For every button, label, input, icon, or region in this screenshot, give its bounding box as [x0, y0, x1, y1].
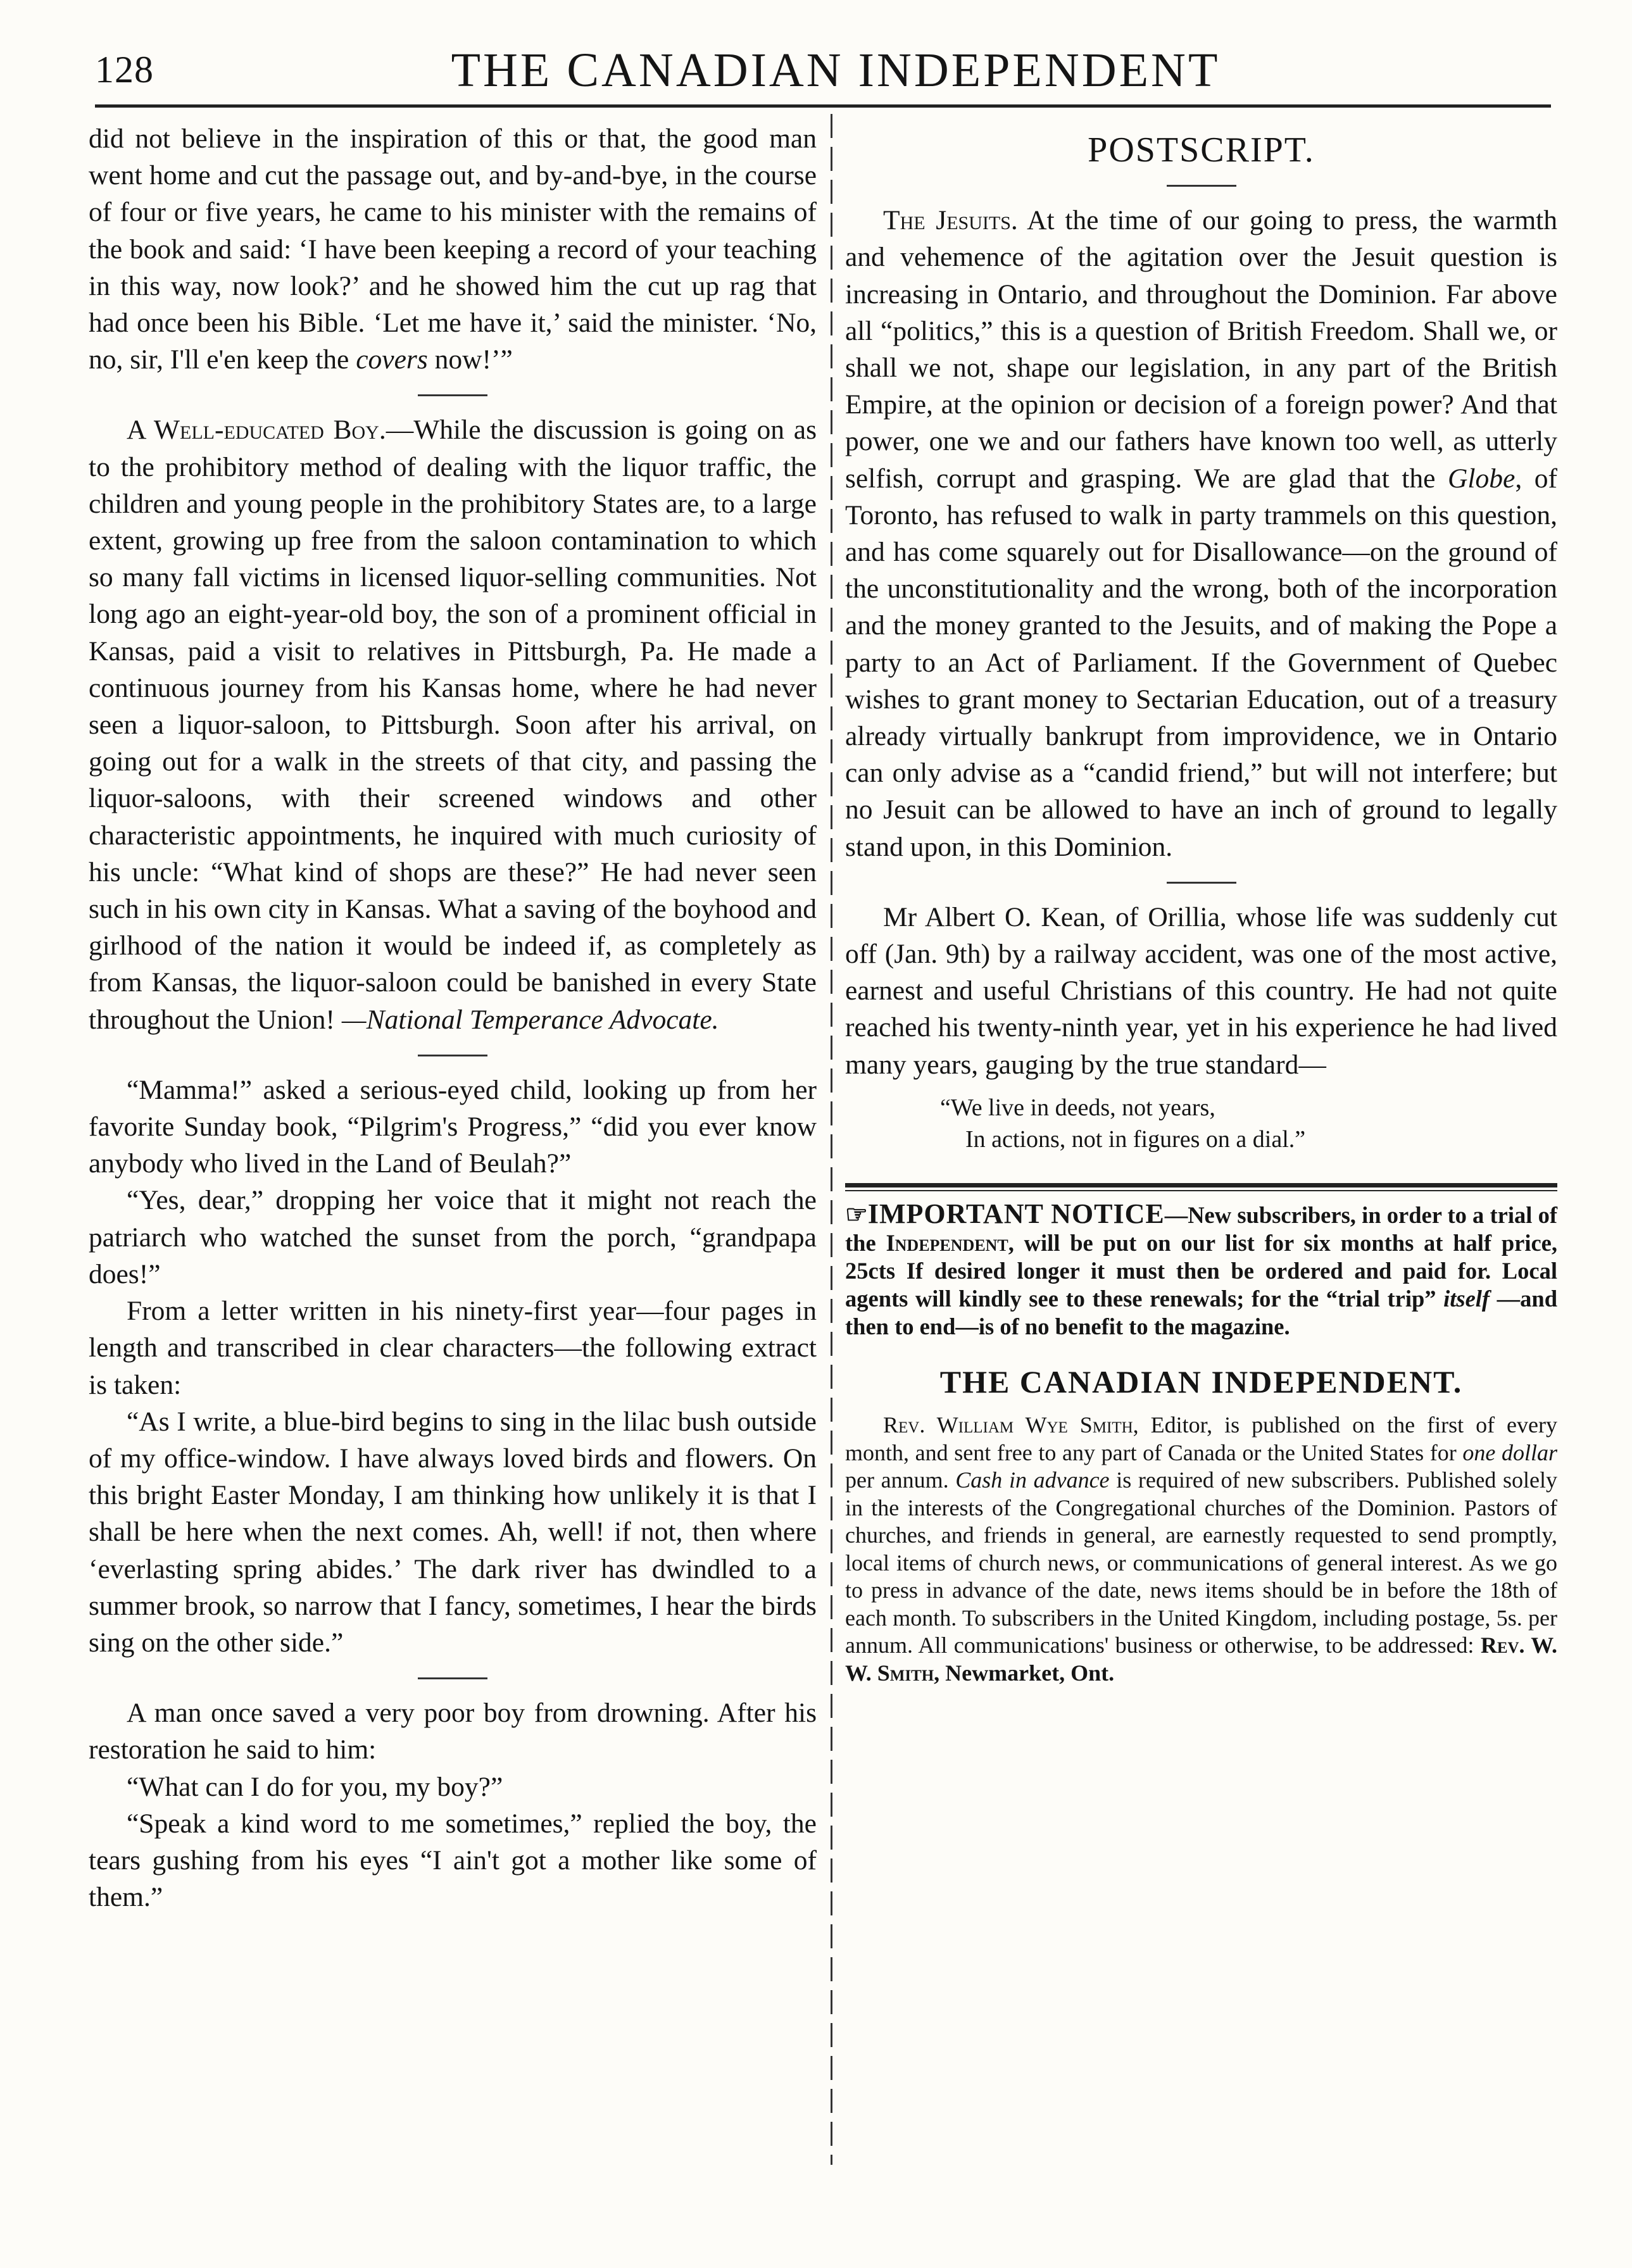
drowning-question: “What can I do for you, my boy?” [127, 1771, 503, 1802]
header-rule [95, 104, 1551, 108]
postscript-heading: POSTSCRIPT. [1088, 130, 1315, 170]
right-column [845, 120, 1557, 1687]
bible-story-end: did not believe in the inspiration of this or that, the good man went home and cut the passage out, and by-and-bye, in the course of four or five years, he came to his minister with the remains of the book and said: ‘I have been keeping a record of your teaching in this way, now look?’ and he showed him the cut up rag that had once been his Bible. ‘Let me have it,’ said the minister. ‘No, no, sir, I'll e'en keep the covers now!’” [89, 123, 817, 375]
heavy-rule [845, 1183, 1557, 1187]
letter-intro: From a letter written in his ninety-first year—four pages in length and transcribed in clear characters—the following extract is taken: [89, 1296, 817, 1400]
section-separator [1167, 882, 1236, 884]
magazine-info: Rev. William Wye Smith, Editor, is published on the first of every month, and sent free to any part of Canada or the United States for one dollar per annum. Cash in advance is required of new subscribers. Published solely in the interests of the Congregational churches of the Dominion. Pastors of churches, and friends in general, are earnestly requested to send promptly, local items of church news, or communications of general interest. As we go to press in advance of the date, news items should be in before the 18th of each month. To subscribers in the United Kingdom, including postage, 5s. per annum. All communications' business or otherwise, to be addressed: Rev. W. W. Smith, Newmarket, Ont. [845, 1412, 1558, 1686]
letter-extract: “As I write, a blue-bird begins to sing in the lilac bush outside of my office-window. I have always loved birds and flowers. On this bright Easter Monday, I am thinking how unlikely it is that I shall be here when the next comes. Ah, well! if not, then where ‘everlasting spring abides.’ The dark river has dwindled to a summer brook, so narrow that I fancy, sometimes, I hear the birds sing on the other side.” [89, 1406, 817, 1658]
section-separator [418, 394, 487, 396]
important-notice: ☞IMPORTANT NOTICE—New subscribers, in order to a trial of the Independent, will be put on our list for six months at half price, 25cts If desired longer it must then be ordered and paid for. Local agents will kindly see to these renewals; for the “trial trip” itself —and then to end—is of no benefit to the magazine. [845, 1198, 1558, 1339]
page-header [95, 39, 1576, 115]
article-lead: The Jesuits. [883, 205, 1018, 236]
poem-quote [845, 1092, 1557, 1155]
kean-obituary: Mr Albert O. Kean, of Orillia, whose life was suddenly cut off (Jan. 9th) by a railway accident, was one of the most active, earnest and useful Christians of this country. He had not quite reached his twenty-ninth year, yet in his experience he had lived many years, gauging by the true standard— [845, 901, 1557, 1080]
poem-line: In actions, not in figures on a dial.” [965, 1125, 1306, 1153]
journal-title: THE CANADIAN INDEPENDENT [451, 44, 1221, 97]
magazine-info-heading: THE CANADIAN INDEPENDENT. [939, 1363, 1463, 1400]
section-separator [418, 1677, 487, 1679]
notice-heading: IMPORTANT NOTICE [867, 1198, 1165, 1229]
grandpapa-paragraph: “Yes, dear,” dropping her voice that it might not reach the patriarch who watched the sunset from the porch, “grandpapa does!” [89, 1185, 817, 1289]
section-separator [1167, 185, 1236, 187]
poem-line: “We live in deeds, not years, [940, 1094, 1215, 1121]
page-number: 128 [95, 49, 154, 91]
article-lead: A Well-educated Boy. [127, 415, 386, 446]
column-divider [831, 114, 832, 2165]
drowning-story: A man once saved a very poor boy from drowning. After his restoration he said to him: [89, 1698, 817, 1765]
jesuits-article: The Jesuits. At the time of our going to press, the warmth and vehemence of the agitation over the Jesuit question is increasing in Ontario, and throughout the Dominion. Far above all “politics,” this is a question of British Freedom. Shall we, or shall we not, shape our legislation, in any part of the British Empire, at the opinion or decision of a foreign power? And that power, one we and our fathers have known too well, as utterly selfish, corrupt and grasping. We are glad that the Globe, of Toronto, has refused to walk in party trammels on this question, and has come squarely out for Disallowance—on the ground of the unconstitutionality and the wrong, both of the incorporation and the money granted to the Jesuits, and of making the Pope a party to an Act of Parliament. If the Government of Quebec wishes to grant money to Sectarian Education, out of a treasury already virtually bankrupt from improvidence, we in Ontario can only advise as a “candid friend,” but will not interfere; but no Jesuit can be allowed to have an inch of ground to legally stand upon, in this Dominion. [845, 205, 1557, 862]
pointing-hand-icon: ☞ [845, 1200, 868, 1229]
editor-address: Rev. W. W. Smith [845, 1632, 1557, 1686]
drowning-reply: “Speak a kind word to me sometimes,” replied the boy, the tears gushing from his eyes “I ain't got a mother like some of them.” [89, 1808, 817, 1913]
section-separator [418, 1055, 487, 1056]
left-column [89, 120, 817, 1915]
thin-rule [845, 1190, 1557, 1191]
article-source: —National Temperance Advocate. [341, 1004, 719, 1035]
well-educated-boy-article: A Well-educated Boy.—While the discussion is going on as to the prohibitory method of dealing with the liquor traffic, the children and young people in the prohibitory States are, to a large extent, growing up free from the saloon contamination to which so many fall victims in licensed liquor-selling communities. Not long ago an eight-year-old boy, the son of a prominent official in Kansas, paid a visit to relatives in Pittsburgh, Pa. He made a continuous journey from his Kansas home, where he had never seen a liquor-saloon, to Pittsburgh. Soon after his arrival, on going out for a walk in the streets of that city, and passing the liquor-saloons, with their screened windows and other characteristic appointments, he inquired with much curiosity of his uncle: “What kind of shops are these?” He had never seen such in his own city in Kansas. What a saving of the boyhood and girlhood of the nation it would be indeed if, as completely as from Kansas, the liquor-saloon could be banished in every State throughout the Union! —National Temperance Advocate. [89, 415, 817, 1035]
mamma-paragraph: “Mamma!” asked a serious-eyed child, looking up from her favorite Sunday book, “Pilgrim's Progress,” “did you ever know anybody who lived in the Land of Beulah?” [89, 1074, 817, 1179]
